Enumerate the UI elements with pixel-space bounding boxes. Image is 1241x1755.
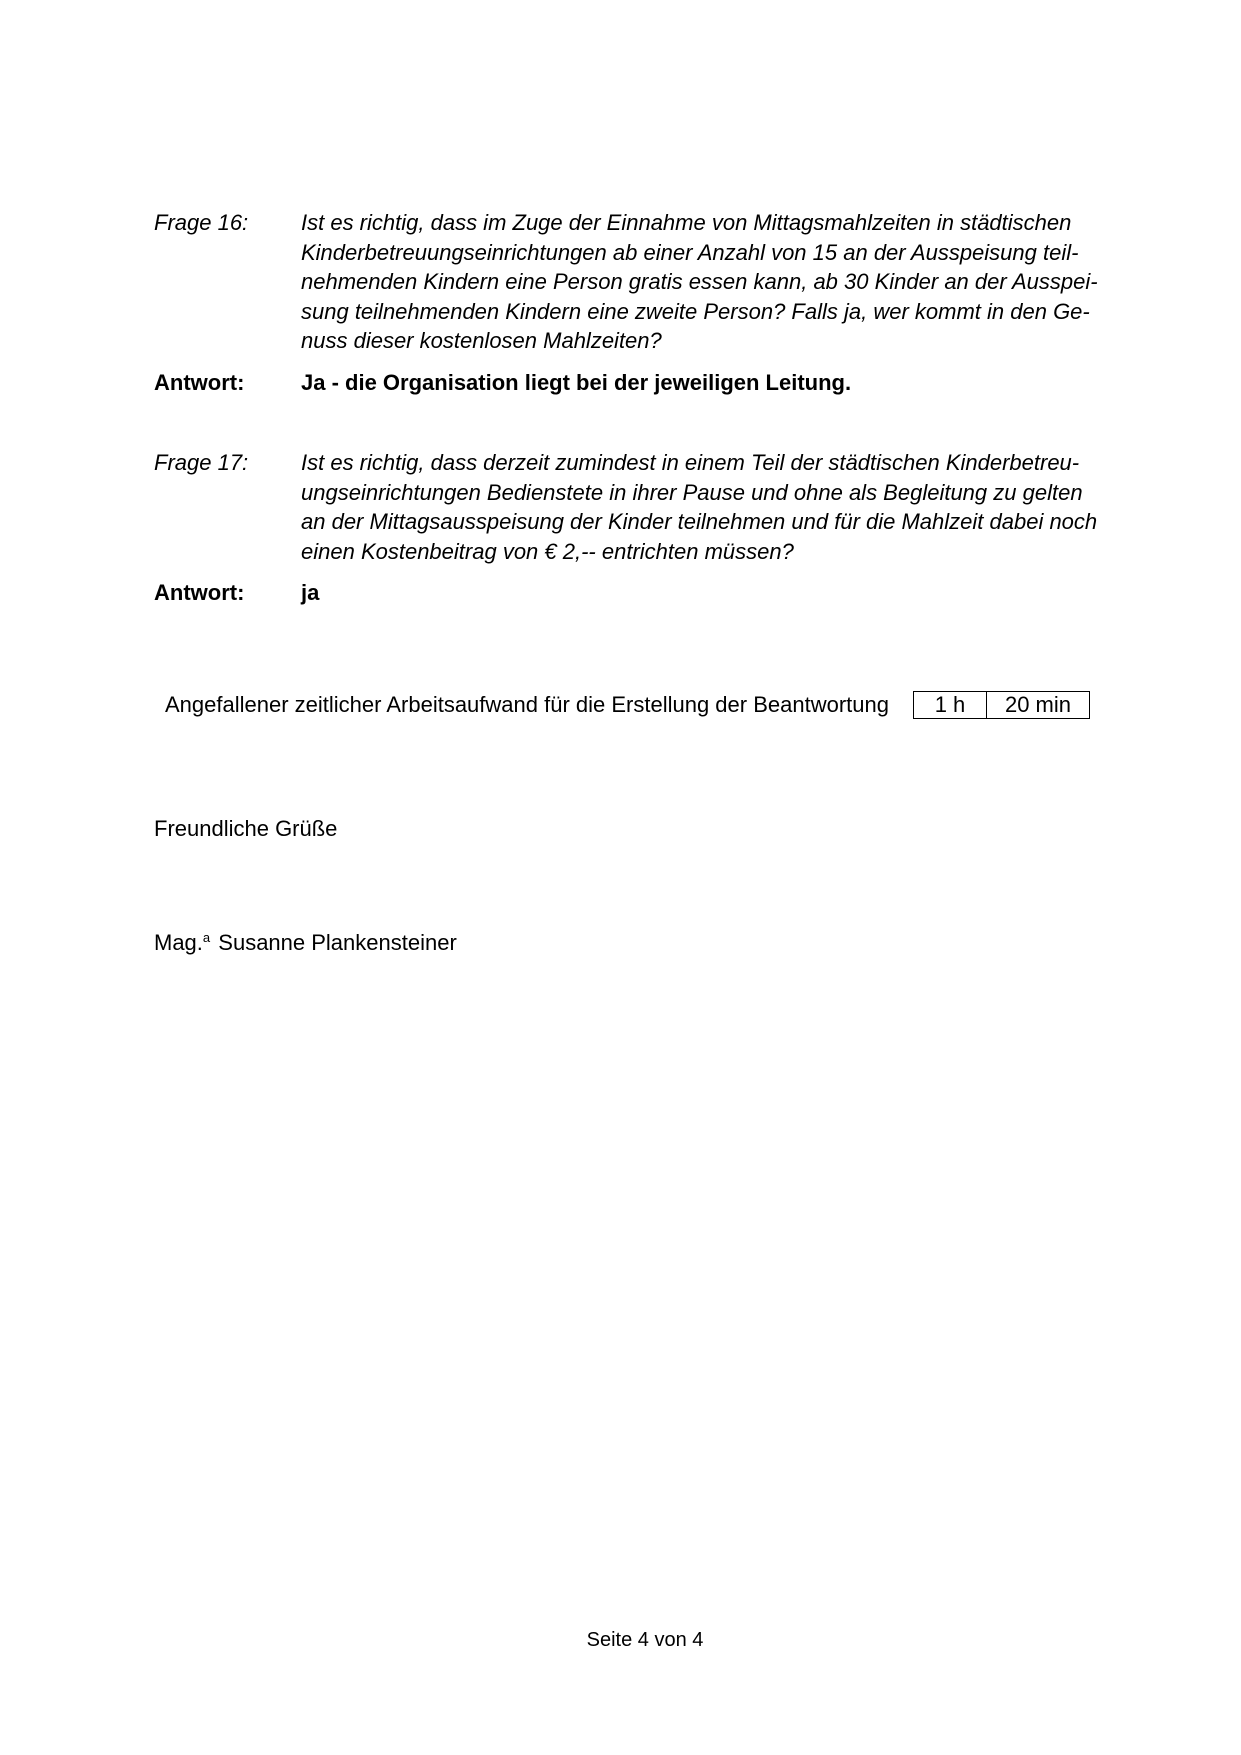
closing-greeting: Freundliche Grüße (154, 816, 338, 841)
question-line: nuss dieser kostenlosen Mahlzeiten? (301, 328, 662, 353)
signature-title-sup: a (202, 929, 211, 945)
question-line: einen Kostenbeitrag von € 2,-- entrichten müssen? (301, 538, 794, 564)
page-number: Seite 4 von 4 (586, 1629, 704, 1651)
question-text (301, 448, 1134, 566)
signature-name: Susanne Plankensteiner (218, 930, 457, 955)
question-line: Ist es richtig, dass im Zuge der Einnahme von Mittagsmahlzeiten in städtischen (301, 210, 1072, 235)
question-block-17 (154, 448, 1134, 608)
question-line: an der Mittagsausspeisung der Kinder teilnehmen und für die Mahlzeit dabei noch (301, 509, 1098, 534)
answer-label: Antwort: (154, 580, 245, 605)
answer-row (154, 578, 1134, 608)
question-line: Ist es richtig, dass derzeit zumindest in einem Teil der städtischen Kinderbetreu- (301, 450, 1080, 475)
question-line: nehmenden Kindern eine Person gratis essen kann, ab 30 Kinder an der Ausspei- (301, 269, 1098, 294)
question-row (154, 448, 1134, 566)
effort-table-row (913, 692, 1089, 719)
question-line: ungseinrichtungen Bedienstete in ihrer Pause und ohne als Begleitung zu gelten (301, 479, 1083, 505)
question-label: Frage 17: (154, 450, 249, 475)
question-line: Kinderbetreuungseinrichtungen ab einer Anzahl von 15 an der Ausspeisung teil- (301, 239, 1079, 265)
effort-label: Angefallener zeitlicher Arbeitsaufwand für die Erstellung der Beantwortung (165, 692, 889, 717)
effort-hours: 1 h (913, 692, 986, 719)
signature-title: Mag. (154, 930, 203, 955)
effort-minutes: 20 min (986, 692, 1089, 719)
question-block-16 (154, 208, 1134, 397)
question-row (154, 208, 1134, 356)
effort-line (165, 691, 1090, 719)
question-line: sung teilnehmenden Kindern eine zweite Person? Falls ja, wer kommt in den Ge- (301, 298, 1090, 324)
signature (154, 930, 457, 956)
question-label: Frage 16: (154, 210, 249, 235)
answer-label: Antwort: (154, 369, 245, 395)
answer-text: Ja - die Organisation liegt bei der jeweiligen Leitung. (301, 369, 852, 395)
effort-table (913, 691, 1090, 719)
answer-row (154, 368, 1134, 398)
answer-text: ja (301, 580, 320, 605)
question-text (301, 208, 1134, 356)
